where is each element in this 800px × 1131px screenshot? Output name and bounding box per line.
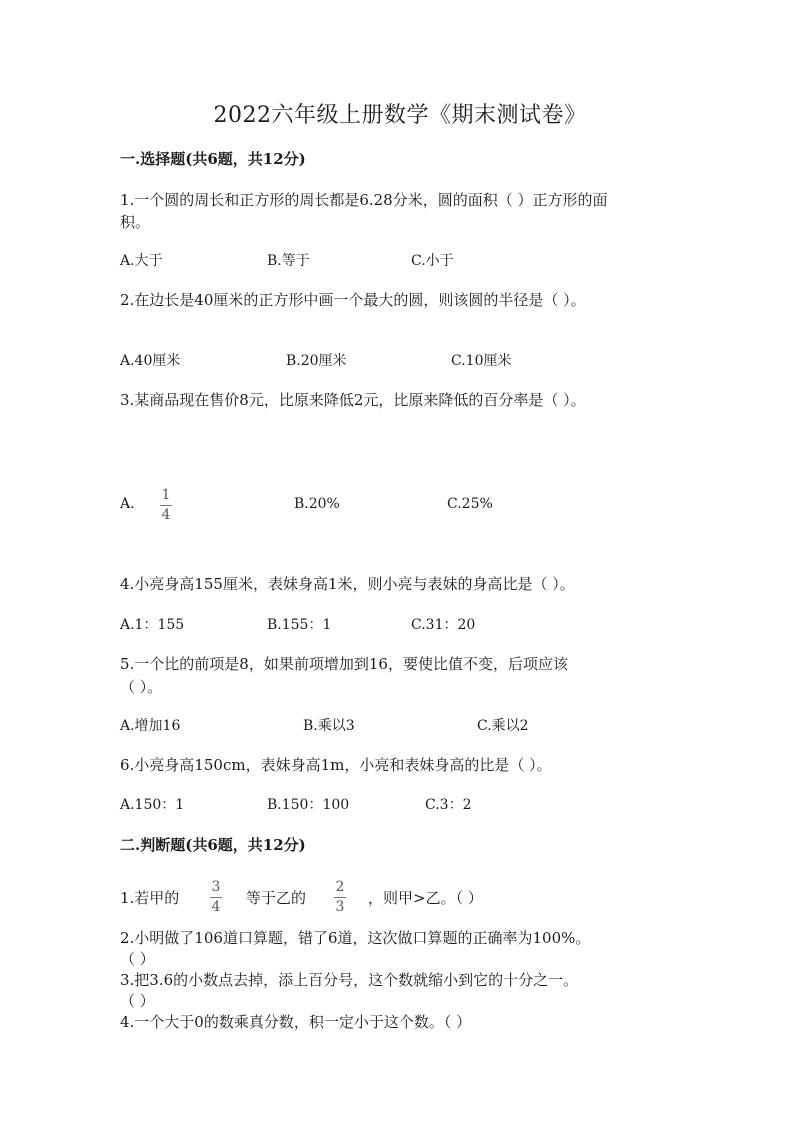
q4-option-a: A.1：155 bbox=[120, 617, 185, 633]
q3-option-c: C.25% bbox=[447, 496, 493, 512]
page-title: 2022六年级上册数学《期末测试卷》 bbox=[213, 103, 587, 128]
judge-1-part1: 1.若甲的 bbox=[120, 889, 180, 907]
q4-option-b: B.155：1 bbox=[267, 617, 332, 633]
question-1-line2: 积。 bbox=[120, 213, 151, 231]
fraction-bar bbox=[210, 897, 222, 898]
q5-option-a: A.增加16 bbox=[120, 718, 181, 734]
judge-2-line2: （ ） bbox=[120, 950, 155, 968]
q3-option-a-label: A. bbox=[120, 496, 135, 512]
q3-option-a-fraction bbox=[160, 488, 172, 523]
fraction-bar bbox=[334, 897, 346, 898]
q6-option-a: A.150：1 bbox=[120, 797, 185, 813]
fraction-denominator: 4 bbox=[211, 899, 221, 915]
question-5-line1: 5.一个比的前项是8，如果前项增加到16，要使比值不变，后项应该 bbox=[120, 655, 568, 673]
section-heading-judgement: 二.判断题(共6题，共12分) bbox=[120, 836, 306, 854]
q3-option-b: B.20% bbox=[294, 496, 340, 512]
fraction-numerator: 2 bbox=[335, 879, 345, 895]
judge-2-line1: 2.小明做了106道口算题，错了6道，这次做口算题的正确率为100%。 bbox=[120, 929, 591, 947]
question-3: 3.某商品现在售价8元，比原来降低2元，比原来降低的百分率是（ ）。 bbox=[120, 391, 586, 409]
question-2: 2.在边长是40厘米的正方形中画一个最大的圆，则该圆的半径是（ ）。 bbox=[120, 291, 586, 309]
q5-option-c: C.乘以2 bbox=[477, 718, 529, 734]
fraction-numerator: 1 bbox=[161, 487, 171, 503]
q1-option-a: A.大于 bbox=[120, 253, 163, 269]
q2-option-c: C.10厘米 bbox=[451, 353, 512, 369]
q1-option-c: C.小于 bbox=[411, 253, 454, 269]
judge-3-line1: 3.把3.6的小数点去掉，添上百分号，这个数就缩小到它的十分之一。 bbox=[120, 971, 579, 989]
q2-option-b: B.20厘米 bbox=[286, 353, 347, 369]
section-heading-choice: 一.选择题(共6题，共12分) bbox=[120, 150, 306, 168]
judge-1-part3: ，则甲>乙。（ ） bbox=[368, 889, 483, 907]
q6-option-c: C.3：2 bbox=[425, 797, 472, 813]
question-5-line2: （ ）。 bbox=[120, 678, 163, 696]
judge-4: 4.一个大于0的数乘真分数，积一定小于这个数。（ ） bbox=[120, 1013, 472, 1031]
q2-option-a: A.40厘米 bbox=[120, 353, 181, 369]
q4-option-c: C.31：20 bbox=[411, 617, 476, 633]
judge-1-fraction-1 bbox=[210, 880, 222, 915]
fraction-bar bbox=[160, 505, 172, 506]
q1-option-b: B.等于 bbox=[267, 253, 310, 269]
judge-1-fraction-2 bbox=[334, 880, 346, 915]
fraction-denominator: 4 bbox=[161, 507, 171, 523]
question-6: 6.小亮身高150cm，表妹身高1m，小亮和表妹身高的比是（ ）。 bbox=[120, 756, 552, 774]
fraction-denominator: 3 bbox=[335, 899, 345, 915]
q6-option-b: B.150：100 bbox=[267, 797, 350, 813]
question-1-line1: 1.一个圆的周长和正方形的周长都是6.28分米，圆的面积（ ）正方形的面 bbox=[120, 191, 608, 209]
judge-3-line2: （ ） bbox=[120, 992, 155, 1010]
question-4: 4.小亮身高155厘米，表妹身高1米，则小亮与表妹的身高比是（ ）。 bbox=[120, 575, 575, 593]
q5-option-b: B.乘以3 bbox=[303, 718, 355, 734]
judge-1-part2: 等于乙的 bbox=[246, 889, 307, 907]
fraction-numerator: 3 bbox=[211, 879, 221, 895]
